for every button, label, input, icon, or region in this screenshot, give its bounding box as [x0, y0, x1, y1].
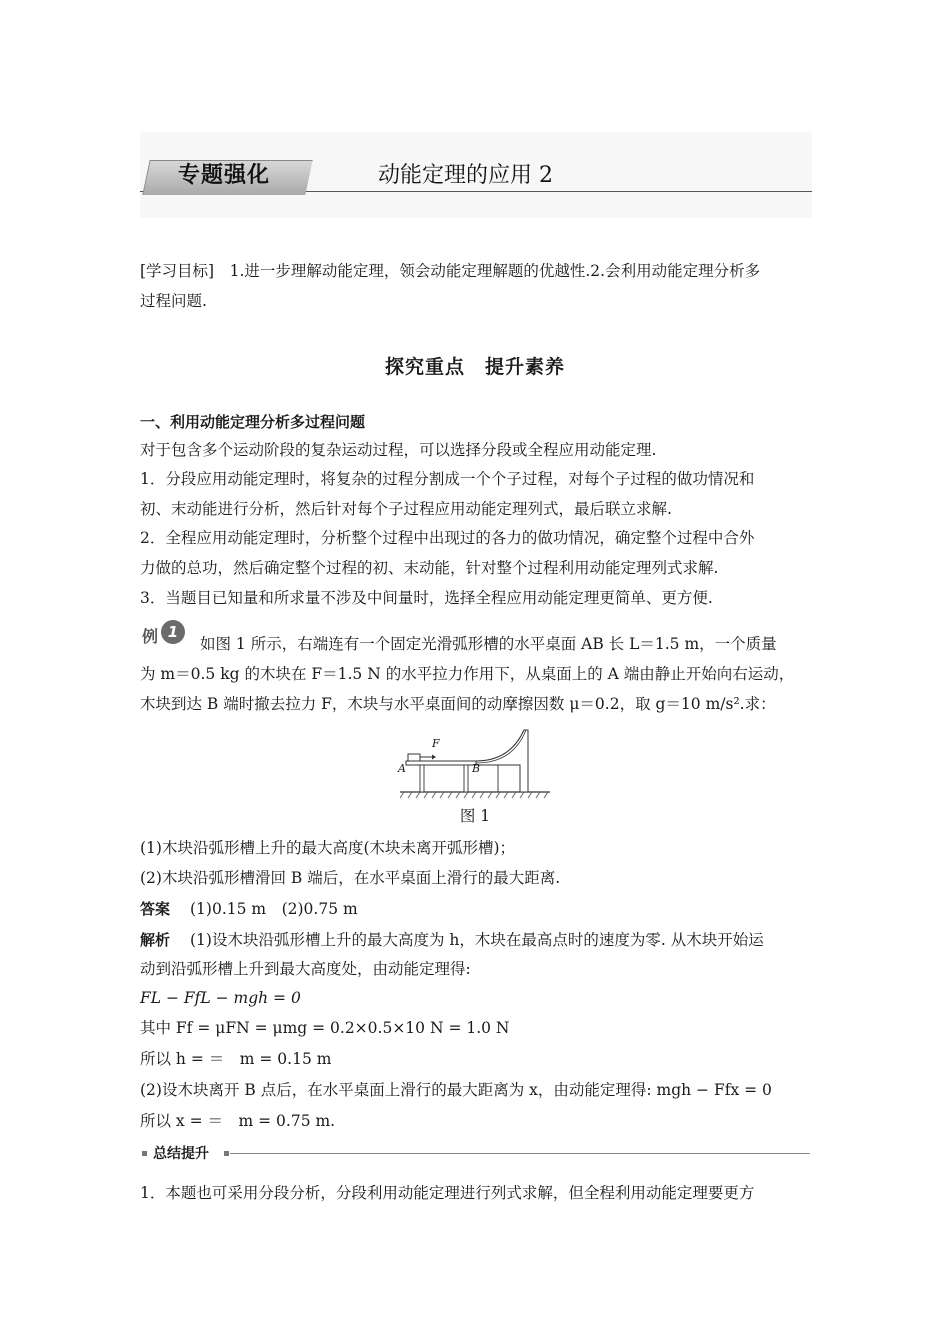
objectives-line-1: [学习目标] 1.进一步理解动能定理，领会动能定理解题的优越性.2.会利用动能定理分析多 [140, 262, 761, 280]
answer-text: (1)0.15 m (2)0.75 m [190, 900, 358, 918]
part1-intro: 对于包含多个运动阶段的复杂运动过程，可以选择分段或全程应用动能定理. [140, 441, 657, 459]
section-heading: 探究重点 提升素养 [384, 356, 565, 378]
part1-p1b: 初、末动能进行分析，然后针对每个子过程应用动能定理列式，最后联立求解. [140, 500, 672, 518]
part1-p2a: 2．全程应用动能定理时，分析整个过程中出现过的各力的做功情况，确定整个过程中合外 [140, 529, 755, 547]
topic-badge-label: 专题强化 [178, 163, 271, 188]
summary-bullet-end-icon [224, 1151, 229, 1156]
figure-caption: 图 1 [459, 807, 491, 825]
example-line-3: 木块到达 B 端时撤去拉力 F，木块与水平桌面间的动摩擦因数 μ＝0.2，取 g＝10 m/s².求： [140, 695, 776, 713]
part1-heading: 一、利用动能定理分析多过程问题 [140, 413, 366, 431]
figure-label-f: F [432, 737, 440, 750]
analysis-eq-2: 其中 Ff = μFN = μmg = 0.2×0.5×10 N = 1.0 N [140, 1019, 510, 1037]
example-label: 例 [142, 627, 159, 646]
part1-p3: 3．当题目已知量和所求量不涉及中间量时，选择全程应用动能定理更简单、更方便. [140, 589, 713, 607]
figure-label-b: B [472, 762, 481, 775]
analysis-line-2: 动到沿弧形槽上升到最大高度处，由动能定理得: [140, 960, 471, 978]
figure-label-a: A [398, 762, 406, 775]
example-number-badge: 1 [161, 620, 185, 644]
analysis-eq-3: 所以 h = ＝ m = 0.15 m [140, 1050, 332, 1068]
example-line-2: 为 m＝0.5 kg 的木块在 F＝1.5 N 的水平拉力作用下，从桌面上的 A 端由静止开始向右运动， [140, 665, 795, 683]
question-1: (1)木块沿弧形槽上升的最大高度(木块未离开弧形槽)； [140, 839, 516, 857]
analysis-line-3: (2)设木块离开 B 点后，在水平桌面上滑行的最大距离为 x，由动能定理得: mgh − Ffx = 0 [140, 1081, 772, 1099]
part1-p2b: 力做的总功，然后确定整个过程的初、末动能，针对整个过程利用动能定理列式求解. [140, 559, 719, 577]
summary-rule [230, 1153, 810, 1154]
analysis-label: 解析 [140, 931, 171, 949]
summary-bullet-icon [142, 1151, 147, 1156]
summary-label: 总结提升 [153, 1146, 209, 1162]
objectives-line-2: 过程问题. [140, 292, 207, 310]
analysis-line-1: (1)设木块沿弧形槽上升的最大高度为 h，木块在最高点时的速度为零. 从木块开始运 [190, 931, 764, 949]
part1-p1a: 1．分段应用动能定理时，将复杂的过程分割成一个个子过程，对每个子过程的做功情况和 [140, 470, 755, 488]
analysis-eq-4: 所以 x = ＝ m = 0.75 m. [140, 1112, 336, 1130]
question-2: (2)木块沿弧形槽滑回 B 端后，在水平桌面上滑行的最大距离. [140, 869, 561, 887]
summary-line-1: 1．本题也可采用分段分析，分段利用动能定理进行列式求解，但全程利用动能定理要更方 [140, 1184, 755, 1202]
page-title: 动能定理的应用 2 [378, 163, 553, 188]
answer-label: 答案 [140, 900, 171, 918]
example-line-1: 如图 1 所示，右端连有一个固定光滑弧形槽的水平桌面 AB 长 L＝1.5 m，一个质量 [200, 635, 777, 653]
analysis-eq-1: FL − FfL − mgh = 0 [140, 989, 301, 1007]
